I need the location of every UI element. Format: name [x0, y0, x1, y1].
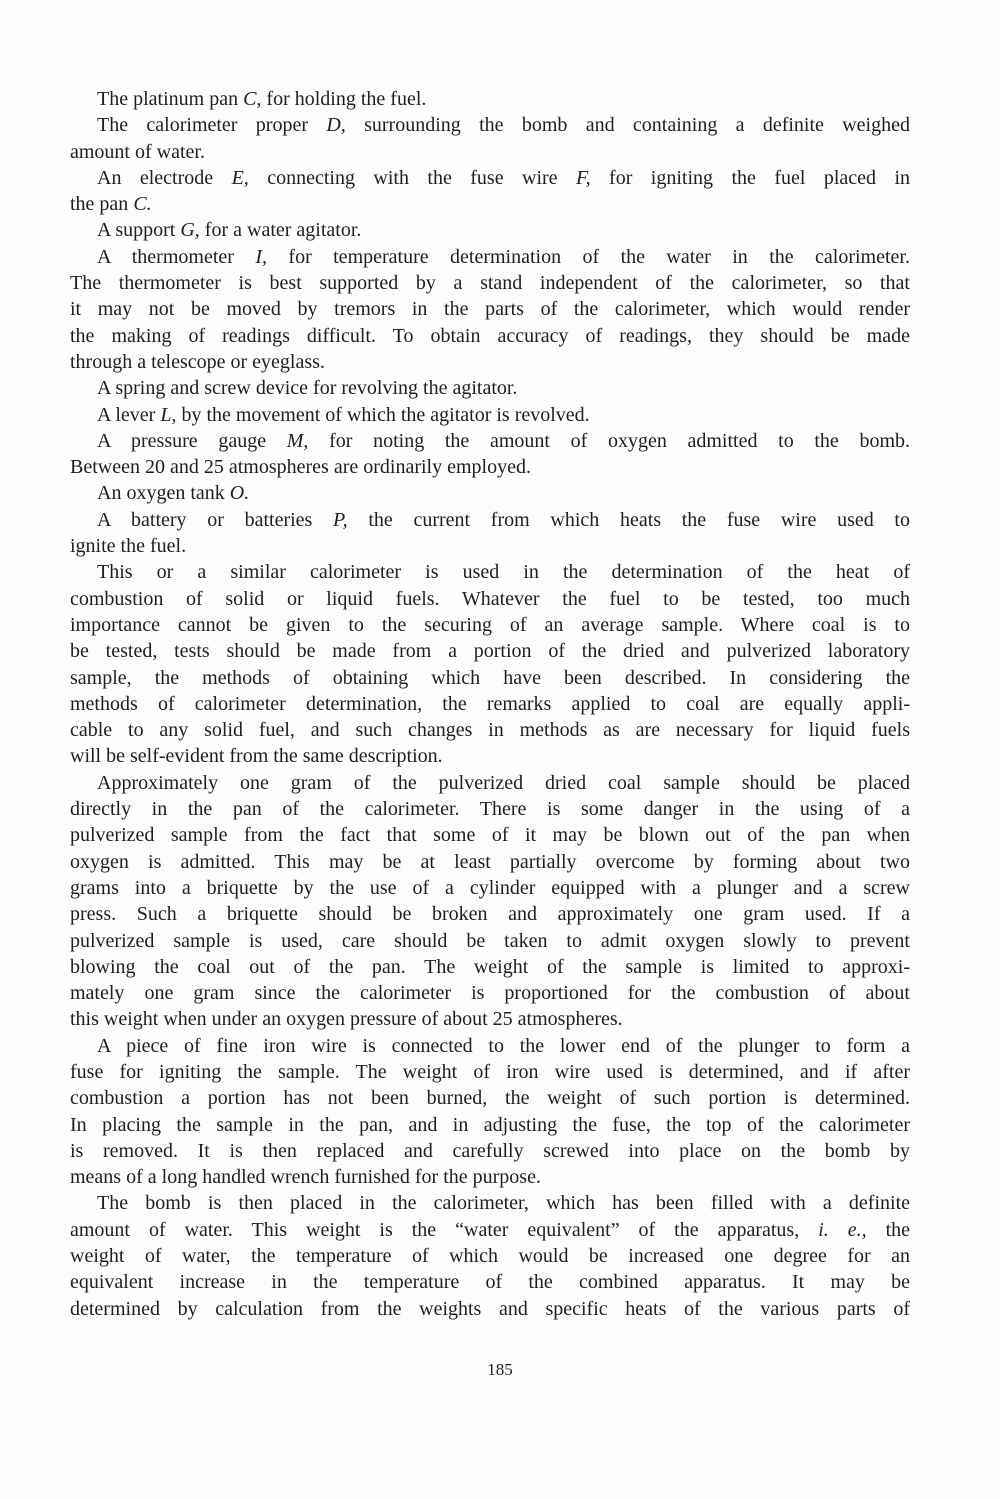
- text-segment: An electrode: [97, 166, 232, 189]
- text-segment: sample, the methods of obtaining which have been described. In considering the: [70, 666, 910, 689]
- text-segment: The bomb is then placed in the calorimeter, which has been filled with a definite: [97, 1192, 910, 1215]
- page-body: [70, 86, 910, 1322]
- text-line: [70, 1243, 910, 1269]
- text-line: [70, 559, 910, 585]
- paragraph: [70, 86, 910, 112]
- text-segment: will be self-evident from the same description.: [70, 745, 443, 768]
- text-segment: determined by calculation from the weights and specific heats of the various parts of: [70, 1297, 910, 1320]
- text-line: [70, 717, 910, 743]
- paragraph: [70, 770, 910, 1033]
- text-segment: In placing the sample in the pan, and in adjusting the fuse, the top of the calorimeter: [70, 1113, 910, 1136]
- text-line: [70, 480, 910, 506]
- text-segment: equivalent increase in the temperature of the combined apparatus. It may be: [70, 1271, 910, 1294]
- text-segment: pulverized sample is used, care should be taken to admit oxygen slowly to prevent: [70, 929, 910, 952]
- text-segment: press. Such a briquette should be broken and approximately one gram used. If a: [70, 903, 910, 926]
- text-segment: grams into a briquette by the use of a cylinder equipped with a plunger and a screw: [70, 876, 910, 899]
- italic-reference: P,: [333, 508, 348, 531]
- text-segment: weight of water, the temperature of which would be increased one degree for an: [70, 1245, 910, 1268]
- text-segment: A lever: [97, 403, 161, 426]
- text-segment: This or a similar calorimeter is used in the determination of the heat of: [97, 561, 910, 584]
- text-line: [70, 323, 910, 349]
- text-segment: A pressure gauge: [97, 429, 287, 452]
- text-line: [70, 822, 910, 848]
- italic-reference: L,: [160, 403, 177, 426]
- text-line: [70, 507, 910, 533]
- paragraph: [70, 375, 910, 401]
- text-segment: this weight when under an oxygen pressure of about 25 atmospheres.: [70, 1008, 623, 1031]
- text-line: [70, 217, 910, 243]
- text-line: [70, 86, 910, 112]
- text-line: [70, 665, 910, 691]
- text-line: [70, 1164, 910, 1190]
- text-line: [70, 954, 910, 980]
- text-segment: pulverized sample from the fact that some of it may be blown out of the pan when: [70, 824, 910, 847]
- text-line: [70, 1112, 910, 1138]
- text-segment: is removed. It is then replaced and carefully screwed into place on the bomb by: [70, 1139, 910, 1162]
- italic-reference: I,: [255, 245, 267, 268]
- text-line: [70, 743, 910, 769]
- text-segment: connecting with the fuse wire: [248, 166, 576, 189]
- text-segment: amount of water.: [70, 140, 205, 163]
- text-segment: importance cannot be given to the securing of an average sample. Where coal is to: [70, 613, 910, 636]
- text-segment: surrounding the bomb and containing a definite weighed: [345, 114, 910, 137]
- text-segment: blowing the coal out of the pan. The weight of the sample is limited to approxi-: [70, 955, 910, 978]
- text-segment: the pan: [70, 193, 134, 216]
- paragraph: [70, 402, 910, 428]
- text-segment: be tested, tests should be made from a portion of the dried and pulverized laboratory: [70, 640, 910, 663]
- italic-reference: F,: [575, 166, 591, 189]
- paragraph: [70, 1190, 910, 1321]
- text-line: [70, 454, 910, 480]
- text-line: [70, 1085, 910, 1111]
- text-line: [70, 428, 910, 454]
- text-line: [70, 270, 910, 296]
- text-segment: combustion of solid or liquid fuels. Whatever the fuel to be tested, too much: [70, 587, 910, 610]
- text-line: [70, 875, 910, 901]
- text-segment: the: [866, 1218, 910, 1241]
- text-segment: Between 20 and 25 atmospheres are ordinarily employed.: [70, 456, 531, 479]
- italic-reference: D,: [326, 114, 346, 137]
- text-line: [70, 112, 910, 138]
- text-segment: directly in the pan of the calorimeter. There is some danger in the using of a: [70, 798, 910, 821]
- paragraph: [70, 112, 910, 165]
- text-segment: The platinum pan: [97, 88, 244, 110]
- text-segment: the making of readings difficult. To obtain accuracy of readings, they should be made: [70, 324, 910, 347]
- text-line: [70, 1217, 910, 1243]
- text-segment: A piece of fine iron wire is connected to the lower end of the plunger to form a: [97, 1034, 910, 1057]
- text-line: [70, 612, 910, 638]
- text-segment: oxygen is admitted. This may be at least partially overcome by forming about two: [70, 850, 910, 873]
- paragraph: [70, 165, 910, 218]
- text-line: [70, 402, 910, 428]
- italic-reference: O.: [229, 482, 250, 505]
- text-segment: mately one gram since the calorimeter is proportioned for the combustion of about: [70, 982, 910, 1005]
- italic-reference: M,: [286, 429, 309, 452]
- paragraph: [70, 559, 910, 769]
- text-segment: A spring and screw device for revolving the agitator.: [97, 377, 518, 400]
- text-line: [70, 980, 910, 1006]
- text-line: [70, 1033, 910, 1059]
- text-line: [70, 928, 910, 954]
- text-segment: An oxygen tank: [97, 482, 230, 505]
- text-line: [70, 849, 910, 875]
- text-segment: amount of water. This weight is the “water equivalent” of the apparatus,: [70, 1218, 819, 1241]
- text-line: [70, 1190, 910, 1216]
- text-line: [70, 191, 910, 217]
- text-line: [70, 1059, 910, 1085]
- italic-reference: G,: [180, 219, 200, 242]
- text-line: [70, 691, 910, 717]
- page-number: 185: [487, 1360, 513, 1379]
- text-segment: A thermometer: [97, 245, 256, 268]
- text-segment: means of a long handled wrench furnished for the purpose.: [70, 1166, 541, 1189]
- text-line: [70, 1269, 910, 1295]
- text-line: [70, 139, 910, 165]
- text-segment: through a telescope or eyeglass.: [70, 350, 325, 373]
- paragraph: [70, 244, 910, 375]
- text-line: [70, 1006, 910, 1032]
- text-segment: A support: [97, 219, 181, 242]
- text-segment: it may not be moved by tremors in the parts of the calorimeter, which would render: [70, 298, 910, 321]
- italic-reference: C.: [133, 193, 152, 216]
- italic-reference: E,: [231, 166, 249, 189]
- text-line: [70, 638, 910, 664]
- text-line: [70, 1296, 910, 1322]
- text-line: [70, 796, 910, 822]
- text-segment: fuse for igniting the sample. The weight of iron wire used is determined, and if after: [70, 1060, 910, 1083]
- text-segment: for holding the fuel.: [261, 88, 427, 110]
- text-line: [70, 244, 910, 270]
- text-segment: for a water agitator.: [199, 219, 362, 242]
- text-segment: for noting the amount of oxygen admitted to the bomb.: [308, 429, 911, 452]
- text-segment: the current from which heats the fuse wire used to: [347, 508, 910, 531]
- text-segment: A battery or batteries: [97, 508, 334, 531]
- text-segment: methods of calorimeter determination, the remarks applied to coal are equally appli-: [70, 692, 910, 715]
- paragraph: [70, 217, 910, 243]
- text-segment: The calorimeter proper: [97, 114, 327, 137]
- text-line: [70, 349, 910, 375]
- paragraph: [70, 480, 910, 506]
- text-line: [70, 586, 910, 612]
- italic-reference: i. e.,: [818, 1218, 867, 1241]
- text-line: [70, 165, 910, 191]
- text-segment: The thermometer is best supported by a stand independent of the calorimeter, so that: [70, 272, 910, 295]
- text-line: [70, 375, 910, 401]
- paragraph: [70, 428, 910, 481]
- text-line: [70, 533, 910, 559]
- text-line: [70, 1138, 910, 1164]
- text-line: [70, 770, 910, 796]
- text-segment: for temperature determination of the water in the calorimeter.: [267, 245, 910, 268]
- text-segment: Approximately one gram of the pulverized dried coal sample should be placed: [97, 771, 910, 794]
- text-segment: cable to any solid fuel, and such changes in methods as are necessary for liquid fuels: [70, 719, 910, 742]
- text-segment: for igniting the fuel placed in: [590, 166, 911, 189]
- text-segment: combustion a portion has not been burned, the weight of such portion is determined.: [70, 1087, 910, 1110]
- text-line: [70, 901, 910, 927]
- text-segment: by the movement of which the agitator is revolved.: [176, 403, 590, 426]
- text-line: [70, 296, 910, 322]
- paragraph: [70, 507, 910, 560]
- paragraph: [70, 1033, 910, 1191]
- text-segment: ignite the fuel.: [70, 535, 187, 558]
- italic-reference: C,: [243, 88, 262, 110]
